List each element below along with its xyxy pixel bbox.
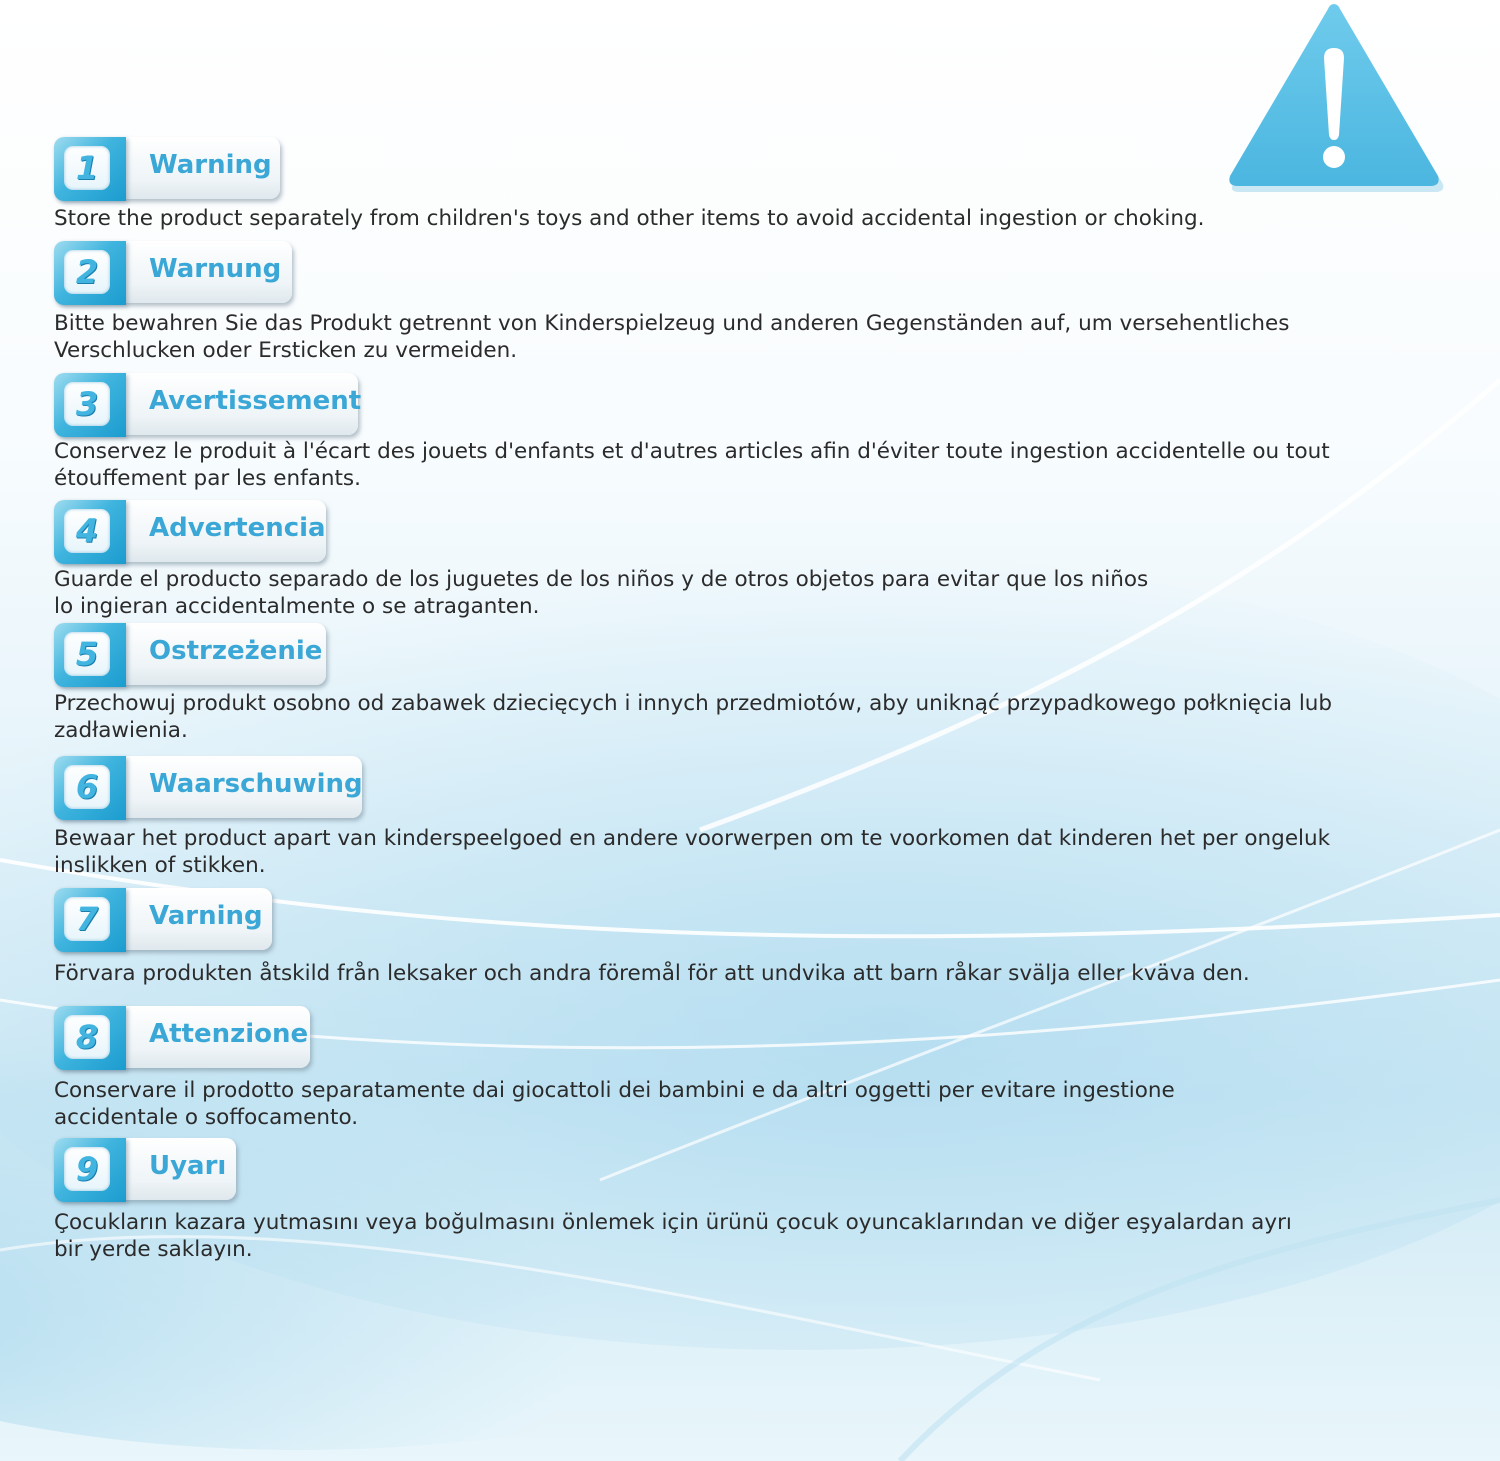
section-title: Waarschuwing [149,769,363,799]
section-text: Bitte bewahren Sie das Produkt getrennt von Kinderspielzeug und anderen Gegenständen auf, um versehentliches Verschlucken oder Ersticken zu vermeiden. [54,311,1290,363]
section-number: 5 [64,632,110,676]
section-title: Uyarı [149,1151,227,1181]
section-title: Avertissement [149,386,362,416]
section-number: 7 [64,897,110,941]
section-title: Warning [149,150,272,180]
number-badge [54,500,126,564]
number-badge [54,888,126,952]
section-text: Conservez le produit à l'écart des jouets d'enfants et d'autres articles afin d'éviter toute ingestion accidentelle ou tout étouffement par les enfants. [54,439,1330,491]
section-text: Förvara produkten åtskild från leksaker och andra föremål för att undvika att barn råkar svälja eller kväva den. [54,961,1250,986]
section-title: Advertencia [149,513,326,543]
section-text: Przechowuj produkt osobno od zabawek dziecięcych i innych przedmiotów, aby uniknąć przypadkowego połknięcia lub zadławienia. [54,691,1333,743]
warning-triangle-icon [1222,0,1446,194]
number-badge [54,241,126,305]
section-title: Varning [149,901,263,931]
number-badge [54,373,126,437]
section-number: 1 [64,146,110,190]
section-text: Store the product separately from children's toys and other items to avoid accidental ingestion or choking. [54,206,1205,231]
section-text: Conservare il prodotto separatamente dai giocattoli dei bambini e da altri oggetti per evitare ingestione accidentale o soffocamento. [54,1078,1175,1130]
section-number: 8 [64,1015,110,1059]
section-number: 3 [64,382,110,426]
section-title: Warnung [149,254,282,284]
number-badge [54,756,126,820]
section-title: Attenzione [149,1019,309,1049]
number-badge [54,623,126,687]
section-number: 9 [64,1147,110,1191]
section-text: Guarde el producto separado de los juguetes de los niños y de otros objetos para evitar que los niños lo ingieran accidentalmente o se atraganten. [54,567,1149,619]
section-number: 2 [64,250,110,294]
section-number: 6 [64,765,110,809]
section-text: Bewaar het product apart van kinderspeelgoed en andere voorwerpen om te voorkomen dat kinderen het per ongeluk inslikken of stikken. [54,826,1331,878]
section-number: 4 [64,509,110,553]
number-badge [54,1138,126,1202]
section-title: Ostrzeżenie [149,636,323,666]
section-text: Çocukların kazara yutmasını veya boğulmasını önlemek için ürünü çocuk oyuncaklarından ve diğer eşyalardan ayrı bir yerde saklayın. [54,1210,1292,1262]
number-badge [54,137,126,201]
number-badge [54,1006,126,1070]
